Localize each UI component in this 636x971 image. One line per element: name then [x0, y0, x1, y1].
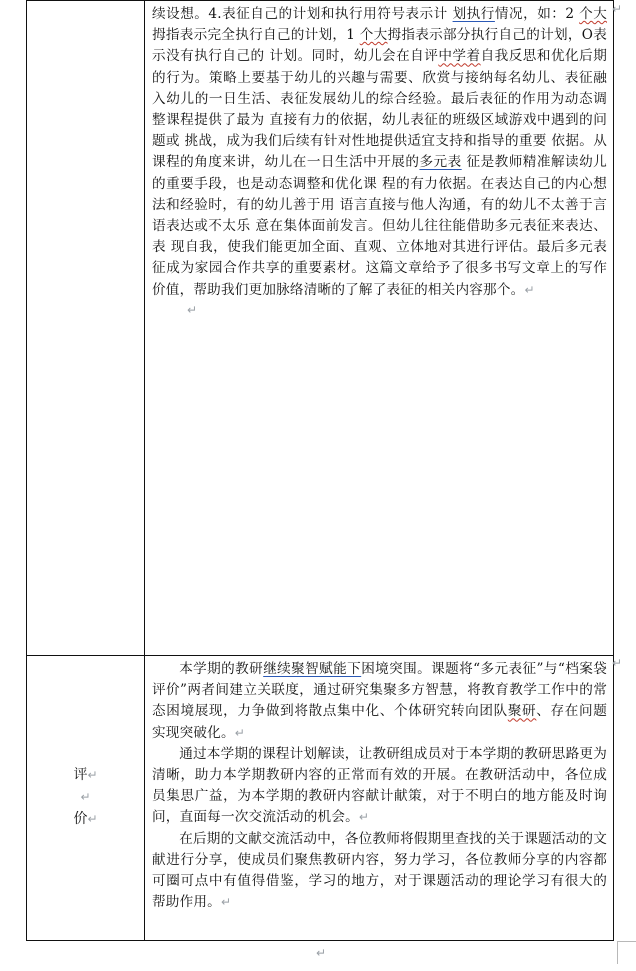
text-run: 拇指表示完全执行自己的计划，1	[152, 27, 360, 44]
label-char: 评	[73, 767, 88, 783]
evaluation-paragraph-3	[152, 829, 607, 914]
spellcheck-underlined-text: 个大	[359, 27, 388, 44]
row-end-mark-icon: ↵	[612, 656, 623, 670]
text-run: 续设想。4.表征自己的计划和执行用符号表示计	[152, 6, 453, 22]
evaluation-paragraph-2	[152, 744, 607, 829]
row1-content-cell[interactable]	[145, 1, 614, 656]
paragraph-mark-icon: ↵	[87, 768, 98, 782]
paragraph-mark-icon: ↵	[316, 946, 327, 960]
row-end-mark-icon: ↵	[612, 2, 623, 16]
spellcheck-underlined-text: 中学着	[438, 48, 481, 65]
label-char: 价	[73, 811, 88, 827]
text-run: 自我反思和优化后期的行为。策略上要基于幼儿的兴趣与需要、欣赏与接纳每名幼儿、表征融入幼儿的一日生活、表征发展幼儿的综合经验。最后表征的作用为动态调整课程提供了最为 直接有力的依据，幼儿表征的班级区域游戏中遇到的问题或 挑战，成为我们后续有针对性地提供适宜支持和指导的重要 依据。从课程的角度来讲，幼儿在一日生活中开展的	[152, 48, 607, 171]
row1-paragraph	[152, 4, 607, 301]
table-row-evaluation	[27, 656, 614, 941]
spellcheck-underlined-text: 聚研	[507, 703, 537, 720]
paragraph-mark-icon: ↵	[220, 895, 232, 910]
text-run: 在后期的文献交流活动中，各位教师将假期里查找的关于课题活动的文献进行分享，使成员们聚焦教研内容，努力学习，各位教师分享的内容都可圈可点中有值得借鉴，学习的地方，对于课题活动的理论学习有很大的帮助作用。	[152, 830, 607, 911]
table-row-content	[27, 1, 614, 656]
grammar-underlined-text: 继续聚智赋能下	[263, 661, 362, 677]
text-run: 拇指表示部分执行自己的计划，O表示没有执行自己的 计划。同时，幼儿会在自评	[152, 27, 608, 65]
spellcheck-underlined-text: 个大	[579, 6, 607, 22]
text-run: 征是教师精准解读幼儿的重要手段，也是动态调整和优化课 程的有力依据。在表达自己的内心想法和经验时，有的幼儿善于用 语言直接与他人沟通，有的幼儿不太善于言语表达或不太乐 意在集体面前发言。但幼儿往往能借助多元表征来表达、表 现自我，使我们能更加全面、直观、立体地对其进行评估。最后多元表征成为家园合作共享的重要素材。这篇文章给予了很多书写文章上的写作价值，帮助我们更加脉络清晰的了解了表征的相关内容那个。	[152, 154, 607, 298]
text-run: 、存在问题实现突破化。	[152, 703, 608, 741]
text-run: 本学期的教研	[179, 661, 264, 677]
row2-text	[145, 656, 613, 913]
evaluation-table	[26, 0, 614, 941]
text-run: 通过本学期的课程计划解读，让教研组成员对于本学期的教研思路更为清晰，助力本学期教研内容的正常而有效的开展。在教研活动中，各位成员集思广益，为本学期的教研内容献计献策，对于不明白的地方能及时询问，直面每一次交流活动的机会。	[152, 745, 607, 826]
row1-label-cell[interactable]	[27, 1, 145, 656]
text-run: 情况，如：2	[494, 6, 580, 22]
evaluation-label	[27, 656, 144, 830]
paragraph-mark-icon: ↵	[234, 725, 246, 740]
paragraph-mark-icon: ↵	[87, 812, 98, 826]
row2-label-cell[interactable]	[27, 656, 145, 941]
grammar-underlined-text: 划执行	[452, 6, 495, 22]
page-corner-marker	[617, 941, 636, 964]
paragraph-mark-icon: ↵	[187, 302, 198, 317]
paragraph-mark-icon: ↵	[524, 282, 535, 297]
evaluation-paragraph-1	[152, 659, 607, 744]
paragraph-mark-icon: ↵	[358, 810, 370, 825]
text-run: 困境突围。课题将“多元表征”与“档案袋评价”两者间建立关联度，通过研究集聚多方智慧，将教育教学工作中的常态困境展现，力争做到将散点集中化、个体研究转向团队	[152, 661, 608, 720]
grammar-underlined-text: 多元表	[419, 154, 462, 171]
row2-content-cell[interactable]	[145, 656, 614, 941]
paragraph-mark-icon: ↵	[80, 790, 91, 804]
row1-text	[145, 1, 613, 321]
